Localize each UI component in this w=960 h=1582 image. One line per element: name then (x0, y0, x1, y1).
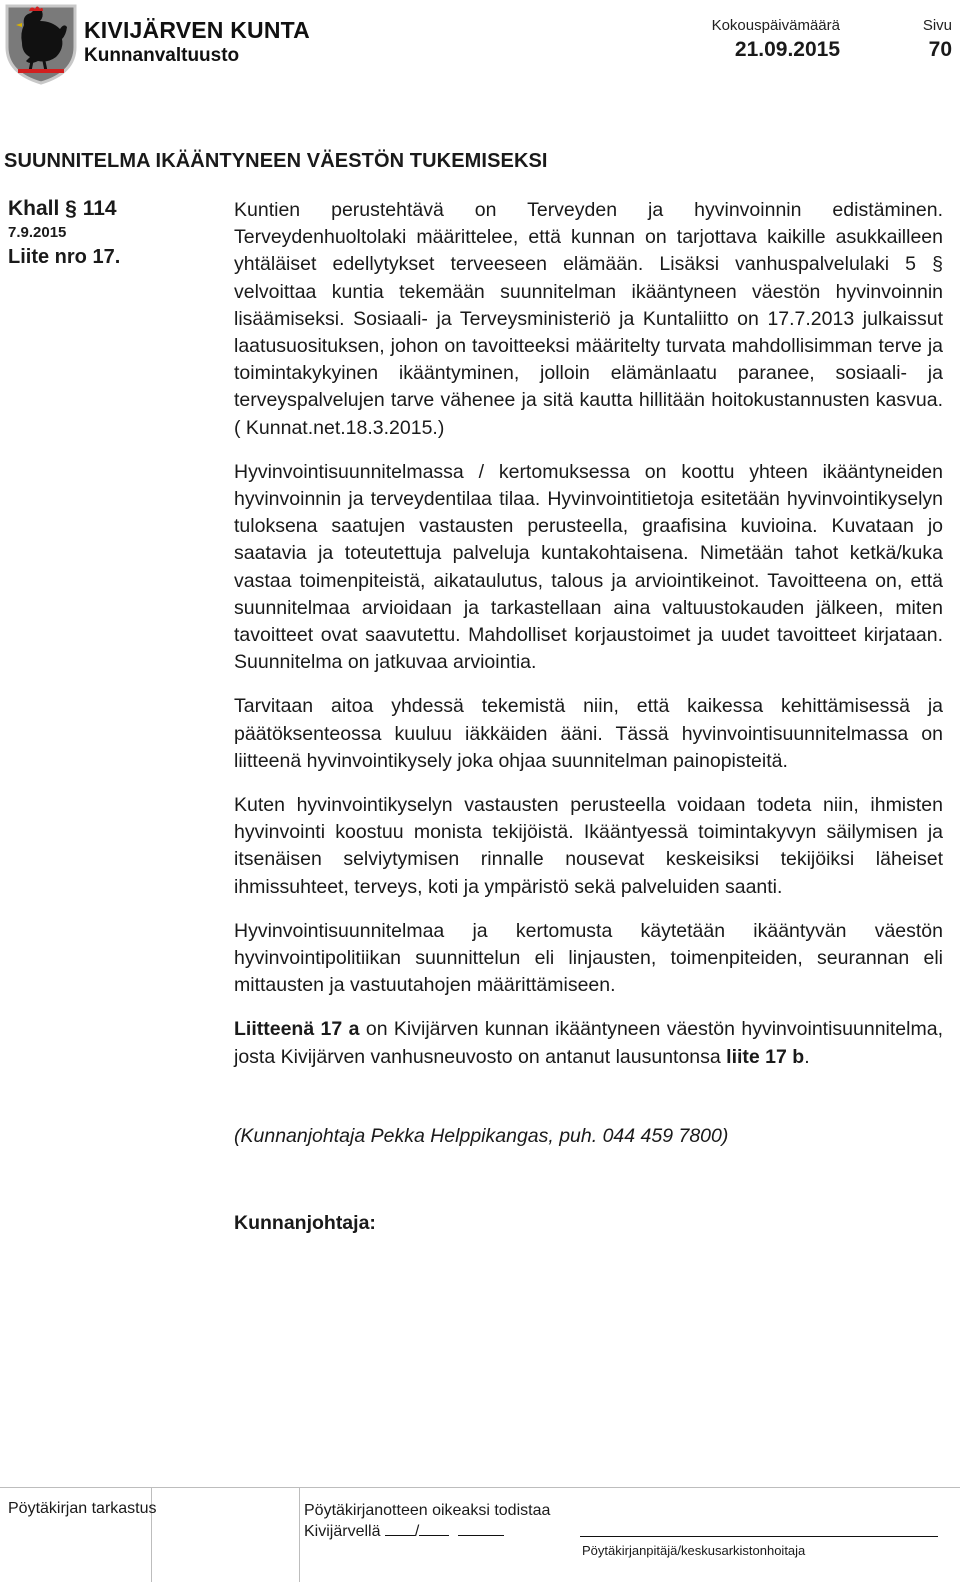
attachment-17a-ref: Liitteenä 17 a (234, 1018, 360, 1041)
meeting-date-value: 21.09.2015 (734, 38, 840, 61)
year-blank (458, 1521, 504, 1536)
page-label: Sivu (922, 17, 952, 34)
minutes-review-label: Pöytäkirjan tarkastus (8, 1500, 157, 1517)
paragraph-5: Hyvinvointisuunnitelmaa ja kertomusta käytetään ikääntyvän väestön hyvinvointipolitiikan suunnittelun eli linjausten, toimenpiteiden, seurannan eli mittausten ja vastuutahojen määrittämiseen. (234, 919, 943, 997)
board-meeting-date: 7.9.2015 (8, 224, 67, 241)
director-label: Kunnanjohtaja: (234, 1212, 376, 1235)
attachment-17b-ref: liite 17 b (726, 1045, 805, 1068)
meeting-date-label: Kokouspäivämäärä (711, 17, 840, 34)
signature-line (580, 1536, 938, 1537)
document-body (234, 197, 943, 1237)
paragraph-6-text: on Kivijärven kunnan ikääntyneen väestön hyvinvointisuunnitelma, josta Kivijärven vanhusneuvosto on antanut lausuntonsa (234, 1018, 943, 1068)
municipal-crest-logo (4, 3, 78, 85)
attachment-number: Liite nro 17. (8, 246, 121, 268)
day-blank (385, 1521, 415, 1536)
paragraph-1: Kuntien perustehtävä on Terveyden ja hyvinvoinnin edistäminen. Terveydenhuoltolaki määrittelee, että kunnan on tarjottava kaikille asukkailleen yhtäläiset edellytykset terveeseen elämään. Lisäksi vanhuspalvelulaki 5 § velvoittaa kuntia tekemään suunnitelman ikääntyneen väestön hyvinvoinnin lisäämiseksi. Sosiaali- ja Terveysministeriö ja Kuntaliitto on 17.7.2013 julkaissut laatusuosituksen, johon on tavoitteeksi määritelty turvata mahdollisimman terve ja toimintakykyinen ikääntyminen, jolloin elämänlaatu paranee, sosiaali- ja terveyspalvelujen tarve vähenee ja sitä kautta hillitään hoitokustannusten kasvua. ( Kunnat.net.18.3.2015.) (234, 199, 943, 439)
paragraph-3: Tarvitaan aitoa yhdessä tekemistä niin, että kaikessa kehittämisessä ja päätöksenteossa kuuluu iäkkäiden ääni. Tässä hyvinvointisuunnitelmassa on liitteenä hyvinvointikysely joka ohjaa suunnitelman painopisteitä. (234, 695, 943, 772)
footer-divider (299, 1488, 300, 1582)
minutes-reference (8, 196, 120, 270)
council-name: Kunnanvaltuusto (84, 45, 240, 66)
meeting-date-block (704, 16, 840, 64)
page-number-block (884, 16, 952, 64)
paragraph-6-tail: . (804, 1045, 810, 1068)
organization-header (84, 16, 310, 68)
page-footer (0, 1487, 960, 1582)
section-title: SUUNNITELMA IKÄÄNTYNEEN VÄESTÖN TUKEMISEKSI (4, 150, 548, 172)
paragraph-6 (234, 1016, 943, 1070)
contact-info: (Kunnanjohtaja Pekka Helppikangas, puh. 044 459 7800) (234, 1124, 729, 1147)
page-number: 70 (928, 38, 952, 61)
paragraph-4: Kuten hyvinvointikyselyn vastausten perusteella voidaan todeta niin, ihmisten hyvinvointi koostuu monista tekijöistä. Ikääntyessä toimintakyvyn säilymisen ja itsenäisen selviytymisen rinnalle nousevat keskeisiksi tekijöiksi läheiset ihmissuhteet, terveys, koti ja ympäristö sekä palveluiden saanti. (234, 794, 943, 898)
paragraph-2: Hyvinvointisuunnitelmassa / kertomuksessa on koottu yhteen ikääntyneiden hyvinvoinnin ja terveydentilaa tilaa. Hyvinvointitietoja esitetään hyvinvointikyselyn tuloksena saatujen vastausten perusteella, graafisina kuvioina. Kuvataan jo saatavia ja toteutettuja palveluja kuntakohtaisena. Nimetään tahot ketkä/kuka vastaa toimenpiteistä, aikataulutus, talous ja arviointikeinot. Tavoitteena on, että suunnitelmaa arvioidaan ja tarkastellaan aina valtuustokauden jälkeen, miten tavoitteet ovat saavutettu. Mahdolliset korjaustoimet ja uudet tavoitteet kirjataan. Suunnitelma on jatkuvaa arviointia. (234, 460, 943, 674)
month-blank (419, 1521, 449, 1536)
date-separator: / (414, 1523, 420, 1540)
signer-title: Pöytäkirjanpitäjä/keskusarkistonhoitaja (582, 1543, 806, 1558)
municipality-name: KIVIJÄRVEN KUNTA (84, 17, 310, 43)
certification-place-date (304, 1521, 550, 1542)
certification-place: Kivijärvellä (304, 1523, 381, 1540)
board-section-ref: Khall § 114 (8, 197, 117, 220)
certification-block (304, 1500, 550, 1542)
certification-label: Pöytäkirjanotteen oikeaksi todistaa (304, 1502, 551, 1519)
